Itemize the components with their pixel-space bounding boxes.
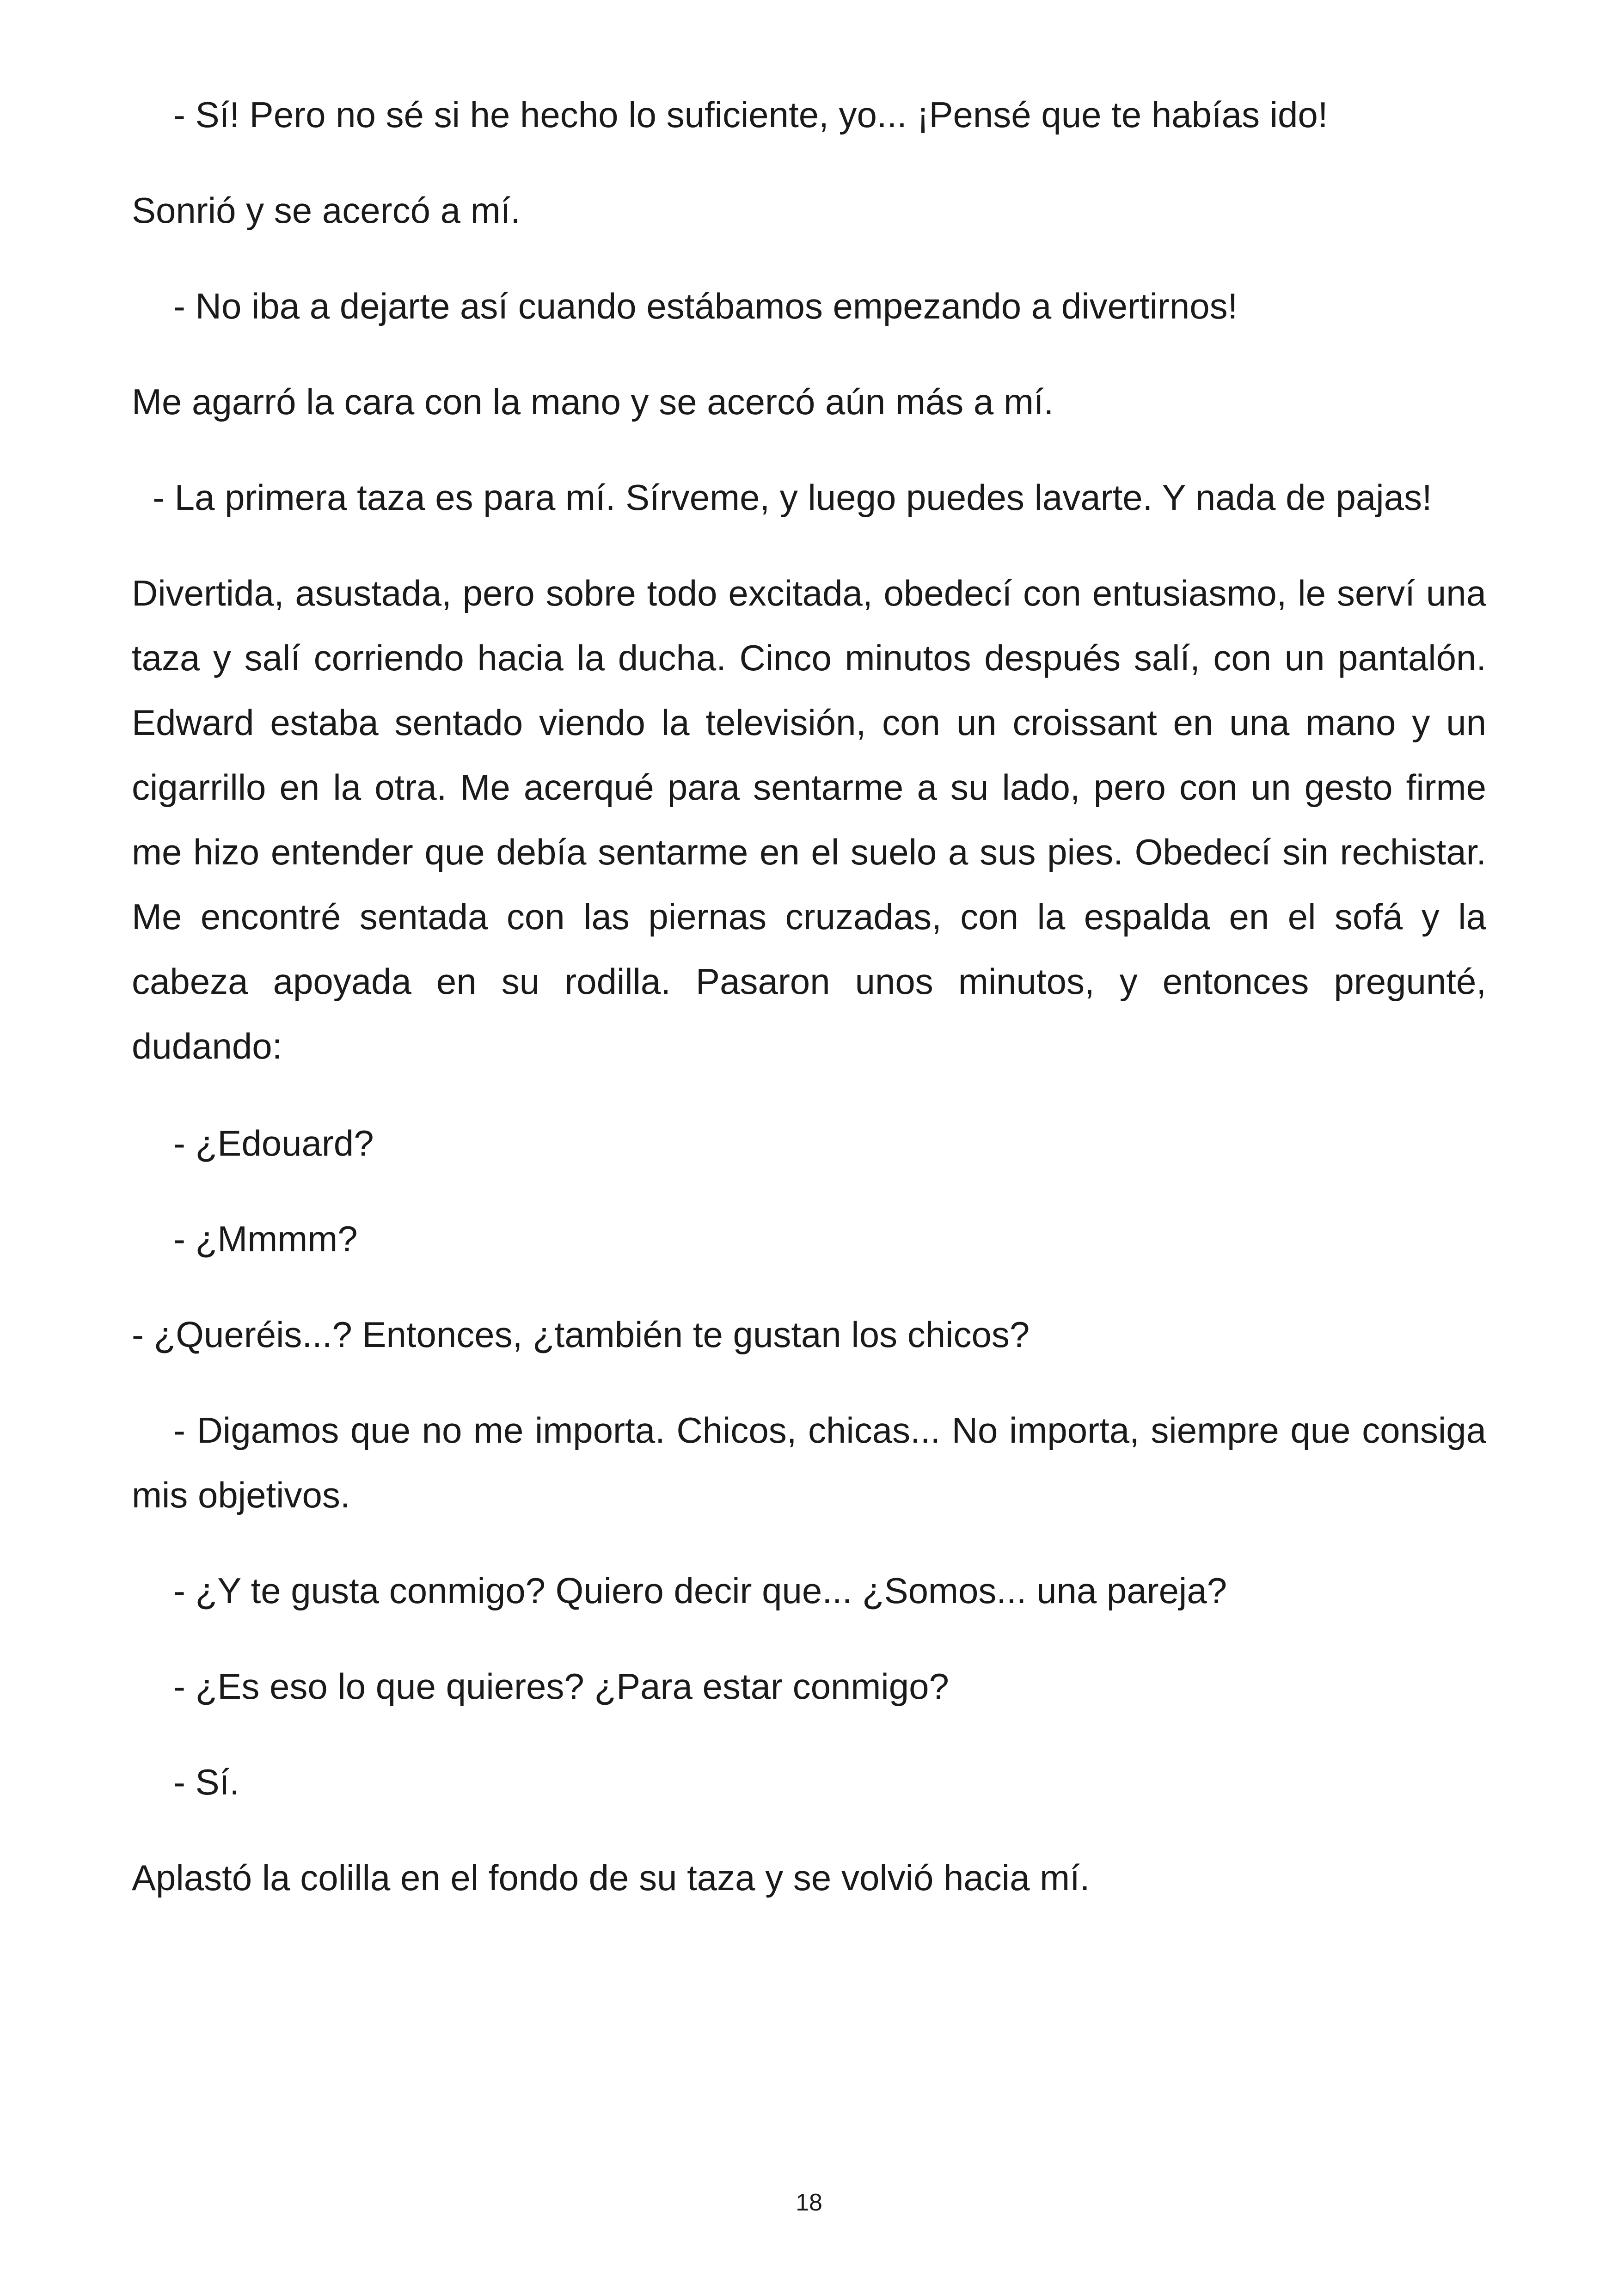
paragraph-14: Aplastó la colilla en el fondo de su taza y se volvió hacia mí. (132, 1857, 1090, 1898)
paragraph-6: Divertida, asustada, pero sobre todo excitada, obedecí con entusiasmo, le serví una taza y salí corriendo hacia la ducha. Cinco minutos después salí, con un pantalón. Edward estaba sentado viendo la televisión, con un croissant en una mano y un cigarrillo en la otra. Me acerqué para sentarme a su lado, pero con un gesto firme me hizo entender que debía sentarme en el suelo a sus pies. Obedecí sin rechistar. Me encontré sentada con las piernas cruzadas, con la espalda en el sofá y la cabeza apoyada en su rodilla. Pasaron unos minutos, y entonces pregunté, dudando: (132, 573, 1486, 1066)
paragraph-13: - Sí. (173, 1762, 240, 1802)
body-text (132, 82, 1486, 1910)
paragraph-12: - ¿Es eso lo que quieres? ¿Para estar conmigo? (173, 1666, 949, 1707)
paragraph-3: - No iba a dejarte así cuando estábamos empezando a divertirnos! (173, 286, 1238, 326)
paragraph-5: - La primera taza es para mí. Sírveme, y luego puedes lavarte. Y nada de pajas! (153, 477, 1432, 518)
paragraph-2: Sonrió y se acercó a mí. (132, 190, 521, 231)
paragraph-9: - ¿Queréis...? Entonces, ¿también te gustan los chicos? (132, 1314, 1030, 1355)
paragraph-7: - ¿Edouard? (173, 1123, 374, 1163)
paragraph-4: Me agarró la cara con la mano y se acercó aún más a mí. (132, 381, 1054, 422)
page-number: 18 (796, 2189, 822, 2216)
paragraph-1: - Sí! Pero no sé si he hecho lo suficiente, yo... ¡Pensé que te habías ido! (173, 94, 1328, 135)
paragraph-10: - Digamos que no me importa. Chicos, chicas... No importa, siempre que consiga mis objetivos. (132, 1410, 1486, 1515)
paragraph-11: - ¿Y te gusta conmigo? Quiero decir que... ¿Somos... una pareja? (173, 1570, 1227, 1611)
paragraph-8: - ¿Mmmm? (173, 1218, 358, 1259)
